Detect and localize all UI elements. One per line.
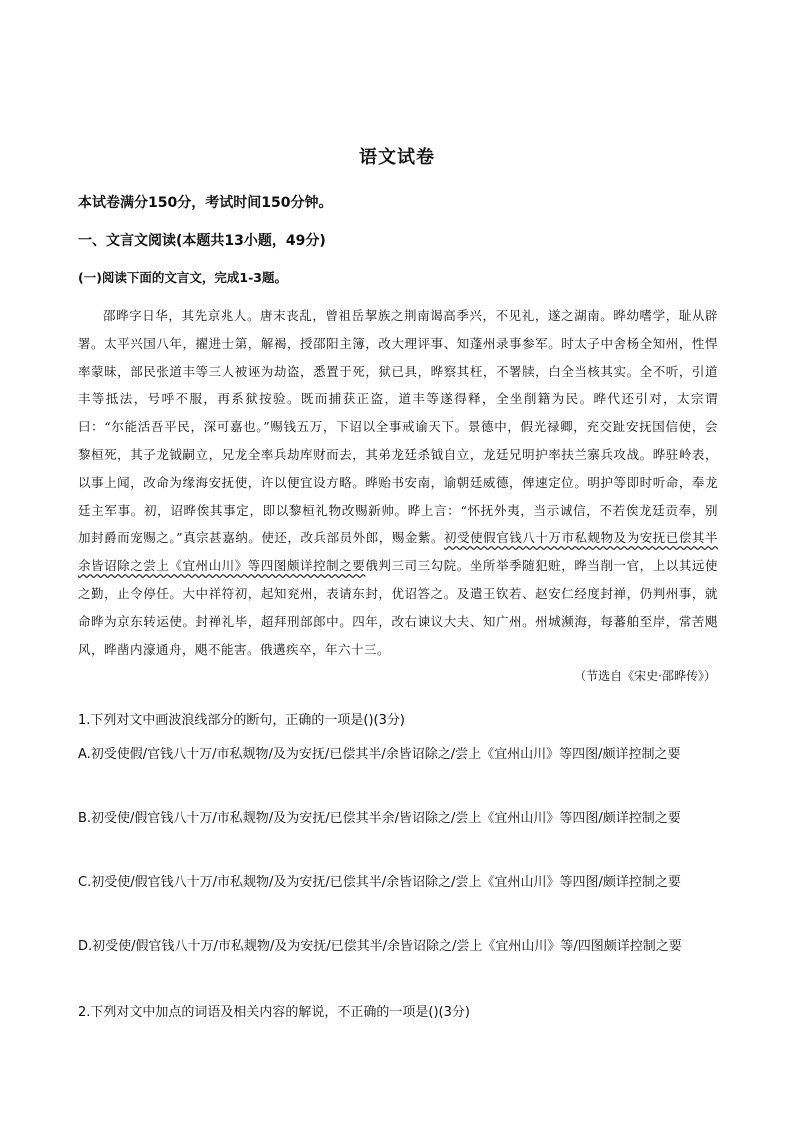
question-1-option-a: A.初受使假/官钱八十万/市私觌物/及为安抚/已偿其半/余皆诏除之/尝上《宜州山川》等四图/颇详控制之要 — [78, 747, 681, 762]
passage-source: （节选自《宋史·邵晔传》） — [574, 669, 716, 683]
page-title: 语文试卷 — [359, 147, 435, 168]
passage-text-after: 俄判三司三勾院。坐所举季随犯赃，晔当削一官，上以其远使之勤，止令停任。大中祥符初，起知兖州，表请东封，优诏答之。及遣王钦若、赵安仁经度封禅，仍判州事，就命晔为京东转运使。封禅礼毕，超拜刑部郎中。四年，改右谏议大夫、知广州。州城濒海，每蕃舶至岸，常苦飓风，晔凿内濠通舟，飓不能害。俄遘疾卒，年六十三。 — [78, 558, 718, 657]
question-1-option-d: D.初受使/假官钱八十万/市私觌物/及为安抚/已偿其半/余皆诏除之/尝上《宜州山川》等/四图颇详控制之要 — [78, 939, 682, 954]
classical-passage — [78, 302, 718, 663]
wavy-underlined-text: 初受使假官钱八十万市私觌物及为安抚已偿其半余皆诏除之尝上《宜州山川》等四图颇详控制之要 — [78, 530, 718, 574]
question-2-stem: 2.下列对文中加点的词语及相关内容的解说，不正确的一项是()(3分) — [78, 1005, 470, 1020]
exam-intro: 本试卷满分150分，考试时间150分钟。 — [78, 195, 333, 211]
question-1-option-b: B.初受使/假官钱八十万/市私觌物/及为安抚/已偿其半余/皆诏除之/尝上《宜州山川》等四图/颇详控制之要 — [78, 811, 681, 826]
passage-text-before: 邵晔字日华，其先京兆人。唐末丧乱，曾祖岳挈族之荆南谒高季兴，不见礼，遂之湖南。晔幼嗜学，耻从辟署。太平兴国八年，擢进士第，解褐，授邵阳主簿，改大理评事、知蓬州录事参军。时太子中舍杨全知州，性悍率蒙昧，部民张道丰等三人被诬为劫盗，悉置于死，狱已具，晔察其枉，不署牍，白全当核其实。全不听，引道丰等抵法，号呼不服，再系狱按验。既而捕获正盗，道丰等遂得释，全坐削籍为民。晔代还引对，太宗谓曰：“尔能活吾平民，深可嘉也。”赐钱五万，下诏以全事戒谕天下。景德中，假光禄卿，充交趾安抚国信使，会黎桓死，其子龙钺嗣立，兄龙全率兵劫库财而去，其弟龙廷杀钺自立，龙廷兄明护率扶兰寨兵攻战。晔驻岭表，以事上闻，改命为缘海安抚使，许以便宜设方略。晔贻书安南，谕朝廷威德，俾速定位。明护等即时听命，奉龙廷主军事。初，诏晔俟其事定，即以黎桓礼物改赐新帅。晔上言：“怀抚外夷，当示诚信，不若俟龙廷贡奉，别加封爵而宠赐之。”真宗甚嘉纳。使还，改兵部员外郎，赐金紫。 — [78, 308, 718, 546]
section-heading: 一、文言文阅读(本题共13小题，49分) — [78, 233, 326, 249]
question-1-stem: 1.下列对文中画波浪线部分的断句，正确的一项是()(3分) — [78, 713, 405, 728]
question-1-option-c: C.初受使/假官钱八十万/市私觌物/及为安抚/已偿其半/余皆诏除之/尝上《宜州山川》等四图/颇详控制之要 — [78, 875, 681, 890]
subsection-heading: (一)阅读下面的文言文，完成1-3题。 — [78, 270, 288, 285]
